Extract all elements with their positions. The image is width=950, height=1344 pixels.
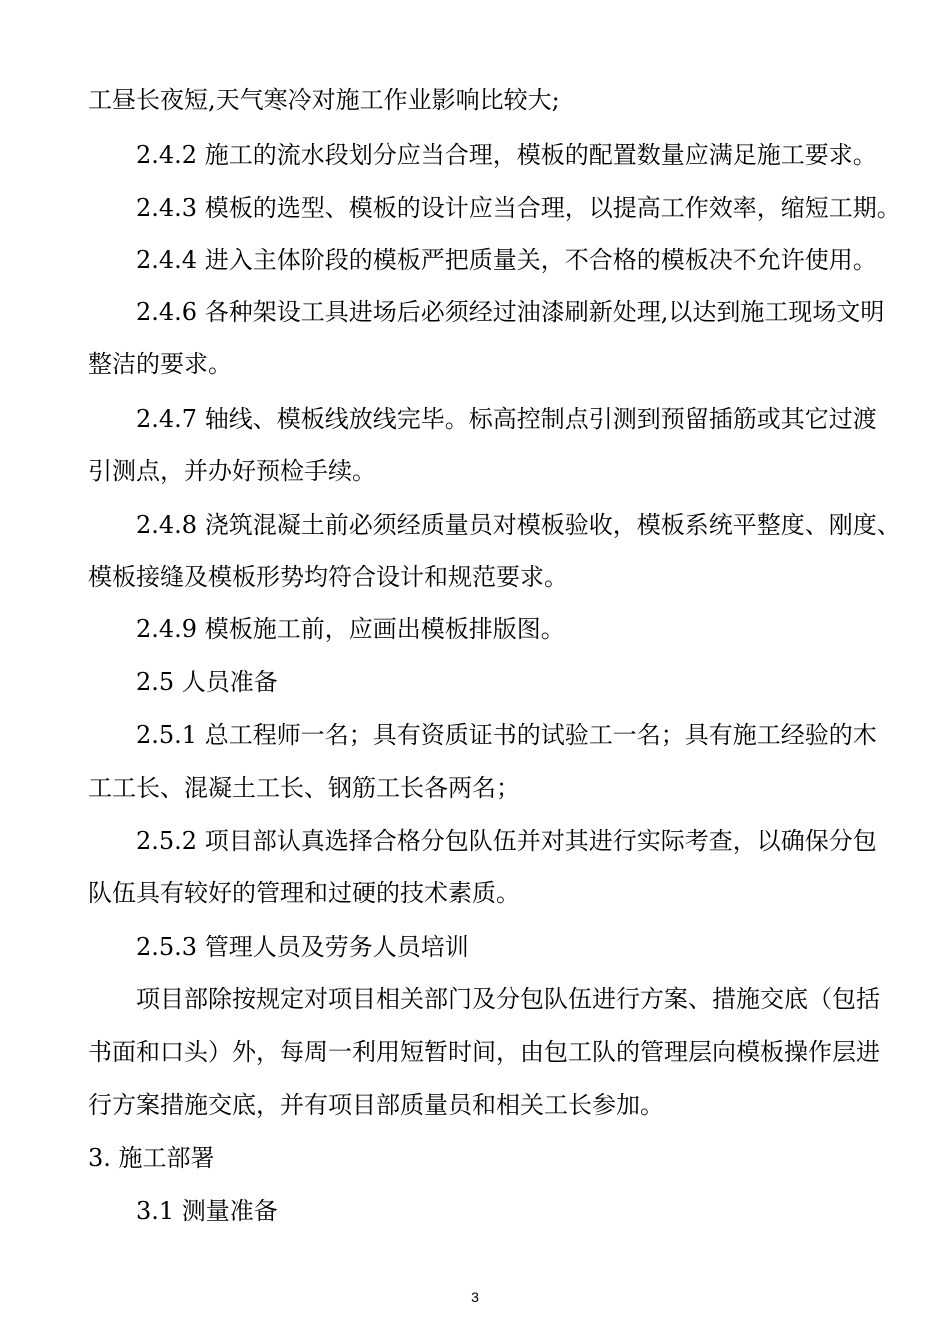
text-line: 2.5.2 项目部认真选择合格分包队伍并对其进行实际考查，以确保分包: [136, 827, 877, 855]
text-line: 2.4.2 施工的流水段划分应当合理，模板的配置数量应满足施工要求。: [136, 141, 877, 169]
text-line: 2.4.6 各种架设工具进场后必须经过油漆刷新处理,以达到施工现场文明: [136, 298, 885, 326]
section-heading: 3.1 测量准备: [136, 1197, 278, 1225]
text-line: 队伍具有较好的管理和过硬的技术素质。: [88, 879, 520, 907]
text-line: 2.5.3 管理人员及劳务人员培训: [136, 933, 469, 961]
text-line: 模板接缝及模板形势均符合设计和规范要求。: [88, 563, 568, 591]
text-line: 2.4.7 轴线、模板线放线完毕。标高控制点引测到预留插筋或其它过渡: [136, 405, 877, 433]
text-line: 工工长、混凝土工长、钢筋工长各两名；: [88, 774, 520, 802]
text-line: 2.4.8 浇筑混凝土前必须经质量员对模板验收，模板系统平整度、刚度、: [136, 511, 901, 539]
text-line: 书面和口头）外，每周一利用短暂时间，由包工队的管理层向模板操作层进: [88, 1038, 880, 1066]
text-line: 工昼长夜短,天气寒冷对施工作业影响比较大;: [88, 86, 560, 114]
text-line: 行方案措施交底，并有项目部质量员和相关工长参加。: [88, 1091, 664, 1119]
text-line: 2.4.4 进入主体阶段的模板严把质量关，不合格的模板决不允许使用。: [136, 246, 877, 274]
text-line: 2.5.1 总工程师一名；具有资质证书的试验工一名；具有施工经验的木: [136, 721, 877, 749]
text-line: 2.4.9 模板施工前，应画出模板排版图。: [136, 615, 565, 643]
section-heading: 3. 施工部署: [88, 1144, 215, 1172]
page-number: 3: [471, 1289, 479, 1305]
text-line: 整洁的要求。: [88, 350, 232, 378]
text-line: 项目部除按规定对项目相关部门及分包队伍进行方案、措施交底（包括: [136, 985, 880, 1013]
text-line: 2.4.3 模板的选型、模板的设计应当合理，以提高工作效率，缩短工期。: [136, 194, 901, 222]
section-heading: 2.5 人员准备: [136, 668, 278, 696]
text-line: 引测点，并办好预检手续。: [88, 457, 376, 485]
